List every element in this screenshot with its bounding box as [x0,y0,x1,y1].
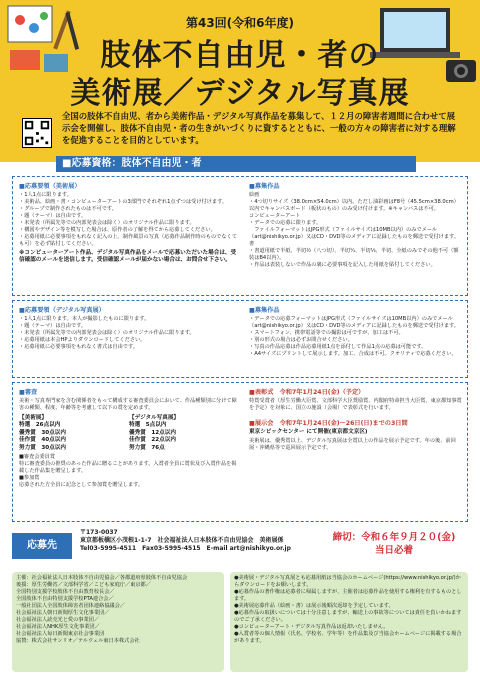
deadline [324,531,464,557]
list-item: 特に審査委員の推奨のあった作品に贈ることがあります。入賞者全員に賞状及び入賞作品を掲載した作品集を贈呈します。 [19,461,237,475]
organizer-item: 社会福祉法人NHK厚生文化事業団／ [16,624,100,630]
note-item: ●美術展応募作品（絵画・書）は展示後順次返却を予定しています。 [234,603,394,609]
list-item: ・1人1点に限ります。 [19,192,72,198]
list-item: 書 [249,241,255,247]
deadline-date: 締切：令和６年９月２０(金) [332,532,456,543]
list-item: ・未発表（所属先等での内部発表会は除く）のオリジナル作品に限ります。 [19,220,195,226]
contact-tag: 応募先 [12,533,72,559]
list-item: ・写真の作品応募は作品応募用紙1点を添付して作品1点の応募は可能です。 [249,344,427,350]
review-extra-list [19,454,239,489]
list-item: ・題（テーマ）は自由です。 [19,323,87,329]
list-item: ・グループで制作されたものは不可です。 [19,206,117,212]
list-item: 応募された方全員に記念として参加賞を贈呈します。 [19,482,144,489]
exhibit-venue: 東京シビックセンター にて開催(東京都文京区) [249,429,368,435]
photo-left-list [19,316,239,351]
organizer-item: 一般社団法人全国肢体障害者団体連絡協議会／ [16,603,125,609]
intro-text: 全国の肢体不自由児、者から美術作品・デジタル写真作品を募集して、１２月の障害者週間に合わせて展示会を開催し、肢体不自由児・者の生きがいづくりに資するとともに、一般の方々の障害者に対する理解を促進することを目的としています。 [62,111,456,145]
review-text: 美術・写真専門家を含む関係者をもって構成する審査委員会において、作品種類別に分けて障害の種類、程度、年齢等を考慮して以下の賞を定めます。 [19,398,237,411]
list-item: ■参加賞 [19,475,40,482]
note-item: ●美術展・デジタル写真展とも応募用紙は当協会のホームページ(https://www.nishikyo.or.jp/)からダウンロードをお願いします。 [234,575,461,588]
list-item: ・美術品、絵画・書・コンピューターアートの3部門でそれぞれ1点ずつは受け付けます。 [19,199,228,205]
list-item: 絵画 [249,192,260,198]
footer [12,572,468,672]
page-title-line1: 肢体不自由児・者の [100,38,380,73]
review-box [12,382,468,522]
photo-right-list [249,316,463,358]
list-item: ・構図やデザイン等を模写した場合は、原作者の了解を得てから応募してください。 [19,227,216,233]
contact-address-block [80,529,340,553]
edition-label: 第43回(令和6年度) [185,16,295,30]
contact-tel[interactable]: Tel03-5995-4511 Fax03-5995-4515 E-mail art@nishikyo.or.jp [80,545,291,552]
page-title-line2: 美術展／デジタル写真展 [70,76,410,111]
list-item: ・別の形式の場合は必ずお問合せください。 [249,337,353,343]
list-item: ・応募用紙は本会HPよりダウンロードしてください。 [19,337,146,343]
organizer-item: 全国肢体不自由特別支援学校PTA連合会／ [16,596,114,602]
award-item: 優秀賞 12点以内 [129,429,176,436]
organizer-item: 主催：社会福祉法人日本肢体不自由児協会／各都道府県肢体不自由児協会 [16,575,188,581]
contact-section [12,525,468,569]
photo-heading: ■応募要領（デジタル写真展） [19,307,105,314]
ceremony-text: 特賞受賞者（厚生労働大臣賞、文部科学大臣奨励賞、内閣府特命担当大臣賞、東京都知事賞を予定）を対象に、国立の施設（会場）で表彰式を行います。 [249,398,462,411]
photo-awards-title: 【デジタル写真展】 [129,415,180,421]
photo-guidelines-box [12,300,468,378]
photo-awards-list [129,422,229,452]
note-item: ●応募作品の取扱いについては十分注意しますが、輸送上の事故等については責任を負いかねますのでご了承ください。 [234,610,462,623]
list-item: ・未発表（所属先等での内部発表会は除く）のオリジナル作品に限ります。 [19,330,195,336]
award-item: 佳作賞 22点以内 [129,437,176,444]
list-item: ・1人1点に限ります。本人が撮影したものに限ります。 [19,316,150,322]
list-item: ・A4サイズにプリントして展示します。加工、合成は不可。クオリティで応募ください。 [249,351,457,357]
organizer-item: 協賛：株式会社サンリオ／テルウェル東日本株式会社 [16,638,140,644]
art-awards-title: 【美術展】 [19,415,47,421]
award-item: 努力賞 30点以内 [19,444,66,451]
list-item: コンピューターアート [249,213,301,219]
art-heading: ■応募要領（美術展） [19,183,81,190]
award-item: 努力賞 76点 [129,444,165,451]
organizer-item: 社会福祉法人毎日新聞東京社会事業団 [16,631,105,637]
art-right-list [249,192,463,269]
art-left-list [19,192,239,248]
list-item: ・4つ切りサイズ（38.0cm×54.0cm）以内。ただし油彩画はF8号（45.5cm×38.0cm）以内でキャンバスボード（板状のもの）のみ受け付けます。※キャンバスは不可。 [249,199,459,212]
organizer-item: 全国特別支援学校肢体不自由教育校長会／ [16,589,115,595]
award-item: 優秀賞 30点以内 [19,429,66,436]
list-item: ■審査会委員賞 [19,454,56,461]
note-item: ●応募作品の著作権は応募者に帰属しますが、主催者は応募作品を使用する権利を有するものとします。 [234,589,462,602]
award-item: 佳作賞 40点以内 [19,437,66,444]
qualification-banner: ■応募資格：肢体不自由児・者 [56,156,416,172]
list-item: ・データでの応募フォーマットはJPG形式（ファイルサイズは10MB以内）のみでメール（art@nishikyo.or.jp）又はCD・DVD等のメディアに記録したものを郵送で受付けます。 [249,316,460,329]
list-item: ・作品は表装しないで作品の裏に必要事項を記入した用紙を貼付してください。 [249,262,436,268]
award-item: 特選 26点以内 [19,422,61,429]
qr-code-icon[interactable] [22,118,52,148]
note-item: ●コンピューターアート・デジタル写真作品は返却いたしません。 [234,624,389,630]
organizer-item: 社会福祉法人朝日新聞厚生文化事業団／ [16,610,110,616]
ceremony-title: ■表彰式 令和7年1月24日(金)（予定） [249,389,365,396]
list-item: ・スマートフォン、携帯電話等での撮影は可ですが、加工は不可。 [249,330,404,336]
note-item: ●入賞者等の個人情報（氏名、学校名、学年等）を作品集及び当協会ホームページに掲載する場合があります。 [234,631,462,644]
contact-address: 東京都板橋区小茂根1-1-7 社会福祉法人日本肢体不自由児協会 美術展係 [80,537,284,544]
photo-right-title: ■募集作品 [249,307,280,314]
exhibit-text: 美術展は、優秀賞以上、デジタル写真展は全賞以上の作品を展示予定です。年の後、前回展・沖縄県等で巡回展示予定です。 [249,438,456,452]
award-item: 特選 5点以内 [129,422,167,429]
deadline-note: 当日必着 [374,545,413,556]
art-left-note: ※コンピューターアート作品、デジタル写真作品をメールで応募いただいた場合は、受信確認のメールを送信します。受信確認メールが届かない場合は、お問合せ下さい。 [19,250,237,264]
list-item: ・題（テーマ）は自由です。 [19,213,87,219]
exhibit-title: ■展示会 令和7年1月24日(金)〜26日(日)までの3日間 [249,420,408,427]
list-item: ・データでの応募に限ります。 [249,220,322,226]
contact-zip: 〒173-0037 [80,529,118,536]
list-item: ファイルフォーマットはJPG形式（ファイルサイズは10MB以内）のみでメール（art@nishikyo.or.jp）又はCD・DVD等のメディアに記録したものを郵送で受付けます。 [249,227,460,240]
notes-list [230,572,468,672]
list-item: ・応募用紙に必要事項をもれなく記入の上、制作風景の写真（応募作品制作時のものでなくても可）を必ず貼付してください。 [19,234,237,247]
organizers-list [12,572,224,672]
list-item: ・書道用紙で半紙、半切½（八つ切）、半切¼、半切⅓、半切、全紙のみでその他不可（額装はB4以内）。 [249,248,459,261]
organizer-item: 社会福祉法人読売光と愛の事業団／ [16,617,100,623]
art-guidelines-box [12,176,468,296]
organizer-item: 後援：厚生労働省／文部科学省／こども家庭庁／東京都／ [16,582,151,588]
review-heading: ■審査 [19,389,38,396]
hero-banner [0,0,480,162]
list-item: ・応募用紙に必要事項をもれなく書式は自由です。 [19,344,138,350]
art-right-title: ■募集作品 [249,183,280,190]
art-awards-list [19,422,119,452]
